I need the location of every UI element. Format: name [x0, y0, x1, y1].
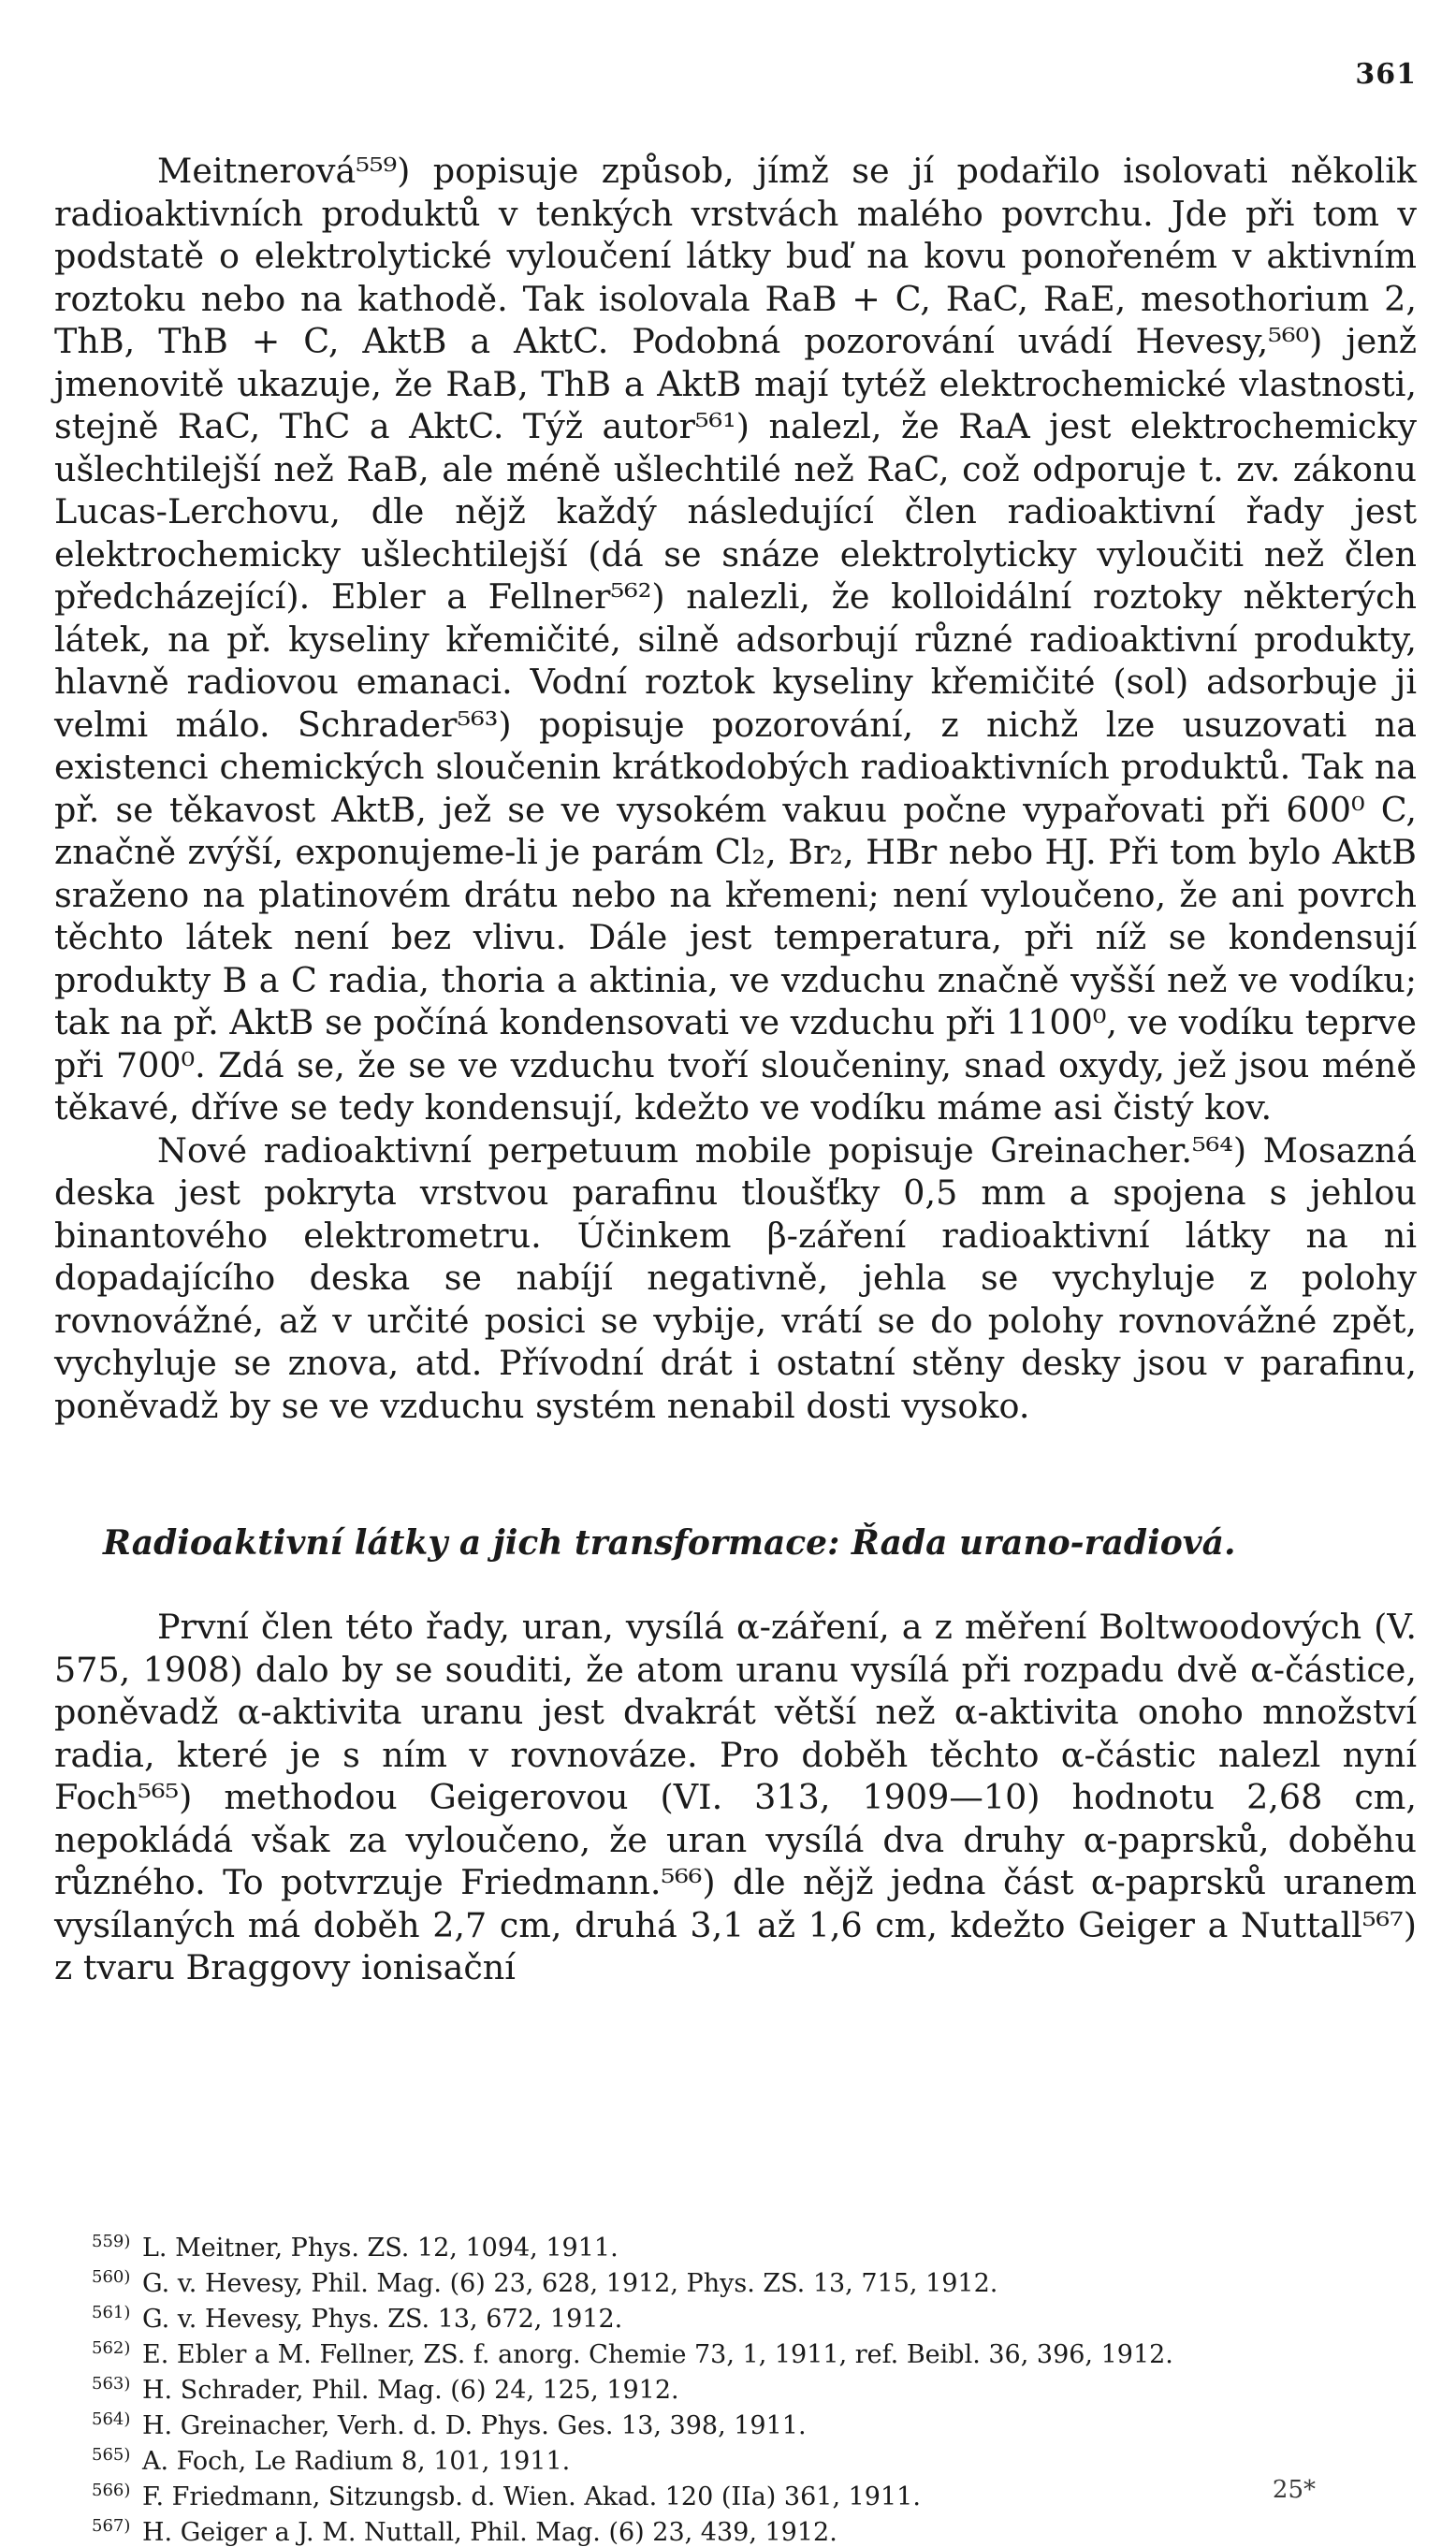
footnote-number: 565)	[92, 2445, 131, 2465]
section-title: Radioaktivní látky a jich transformace: Řada urano-radiová.	[103, 1523, 1236, 1563]
footnote-text: F. Friedmann, Sitzungsb. d. Wien. Akad. 120 (IIa) 361, 1911.	[141, 2482, 921, 2511]
footnote	[54, 2476, 1417, 2511]
footnote-number: 560)	[92, 2267, 131, 2287]
footnote-text: G. v. Hevesy, Phys. ZS. 13, 672, 1912.	[141, 2305, 623, 2334]
footnote-text: H. Schrader, Phil. Mag. (6) 24, 125, 1912.	[141, 2376, 679, 2405]
footnote-text: H. Greinacher, Verh. d. D. Phys. Ges. 13, 398, 1911.	[141, 2411, 807, 2440]
footnote-number: 559)	[92, 2232, 131, 2251]
footnote	[54, 2334, 1417, 2369]
footnote-number: 563)	[92, 2374, 131, 2394]
footnote	[54, 2227, 1417, 2263]
footnote-text: L. Meitner, Phys. ZS. 12, 1094, 1911.	[141, 2234, 619, 2263]
footnote-number: 567)	[92, 2516, 131, 2536]
footnote-number: 561)	[92, 2303, 131, 2322]
footnote	[54, 2405, 1417, 2440]
page-number: 361	[1355, 58, 1417, 91]
footnote	[54, 2298, 1417, 2334]
footnote	[54, 2511, 1417, 2547]
paragraph-meitner: Meitnerová⁵⁵⁹) popisuje způsob, jímž se jí podařilo isolovati několik radioaktivních produktů v tenkých vrstvách malého povrchu. Jde při tom v podstatě o elektrolytické vyloučení látky buď na kovu ponořeném v aktivním roztoku nebo na kathodě. Tak isolovala RaB + C, RaC, RaE, mesothorium 2, ThB, ThB + C, AktB a AktC. Podobná pozorování uvádí Hevesy,⁵⁶⁰) jenž jmenovitě ukazuje, že RaB, ThB a AktB mají tytéž elektrochemické vlastnosti, stejně RaC, ThC a AktC. Týž autor⁵⁶¹) nalezl, že RaA jest elektrochemicky ušlechtilejší než RaB, ale méně ušlechtilé než RaC, což odporuje t. zv. zákonu Lucas-Lerchovu, dle nějž každý následující člen radioaktivní řady jest elektrochemicky ušlechtilejší (dá se snáze elektrolyticky vyloučiti než člen předcházející). Ebler a Fellner⁵⁶²) nalezli, že kolloidální roztoky některých látek, na př. kyseliny křemičité, silně adsorbují různé radioaktivní produkty, hlavně radiovou emanaci. Vodní roztok kyseliny křemičité (sol) adsorbuje ji velmi málo. Schrader⁵⁶³) popisuje pozorování, z nichž lze usuzovati na existenci chemických sloučenin krátkodobých radioaktivních produktů. Tak na př. se těkavost AktB, jež se ve vysokém vakuu počne vypařovati při 600⁰ C, značně zvýší, exponujeme-li je parám Cl₂, Br₂, HBr nebo HJ. Při tom bylo AktB sraženo na platinovém drátu nebo na křemeni; není vyloučeno, že ani povrch těchto látek není bez vlivu. Dále jest temperatura, při níž se kondensují produkty B a C radia, thoria a aktinia, ve vzduchu značně vyšší než ve vodíku; tak na př. AktB se počíná kondensovati ve vzduchu při 1100⁰, ve vodíku teprve při 700⁰. Zdá se, že se ve vzduchu tvoří sloučeniny, snad oxydy, jež jsou méně těkavé, dříve se tedy kondensují, kdežto ve vodíku máme asi čistý kov.	[54, 151, 1417, 1128]
footnotes	[54, 2227, 1417, 2547]
signature-mark: 25*	[1272, 2476, 1316, 2504]
paragraph-uran: První člen této řady, uran, vysílá α-záření, a z měření Boltwoodových (V. 575, 1908) dalo by se souditi, že atom uranu vysílá při rozpadu dvě α-částice, poněvadž α-aktivita uranu jest dvakrát větší než α-aktivita onoho množství radia, které je s ním v rovnováze. Pro doběh těchto α-částic nalezl nyní Foch⁵⁶⁵) methodou Geigerovou (VI. 313, 1909—10) hodnotu 2,68 cm, nepokládá však za vyloučeno, že uran vysílá dva druhy α-paprsků, doběhu různého. To potvrzuje Friedmann.⁵⁶⁶) dle nějž jedna část α-paprsků uranem vysílaných má doběh 2,7 cm, druhá 3,1 až 1,6 cm, kdežto Geiger a Nuttall⁵⁶⁷) z tvaru Braggovy ionisační	[54, 1607, 1417, 1987]
footnote	[54, 2263, 1417, 2298]
footnote-number: 562)	[92, 2338, 131, 2358]
footnote-text: H. Geiger a J. M. Nuttall, Phil. Mag. (6) 23, 439, 1912.	[141, 2518, 837, 2547]
footnote	[54, 2440, 1417, 2476]
footnote-number: 564)	[92, 2409, 131, 2429]
footnote	[54, 2369, 1417, 2405]
footnote-text: E. Ebler a M. Fellner, ZS. f. anorg. Chemie 73, 1, 1911, ref. Beibl. 36, 396, 1912.	[141, 2340, 1173, 2369]
footnote-text: G. v. Hevesy, Phil. Mag. (6) 23, 628, 1912, Phys. ZS. 13, 715, 1912.	[141, 2269, 998, 2298]
paragraph-greinacher: Nové radioaktivní perpetuum mobile popisuje Greinacher.⁵⁶⁴) Mosazná deska jest pokryta vrstvou parafinu tloušťky 0,5 mm a spojena s jehlou binantového elektrometru. Účinkem β-záření radioaktivní látky na ni dopadajícího deska se nabíjí negativně, jehla se vychyluje z polohy rovnovážné, až v určité posici se vybije, vrátí se do polohy rovnovážné zpět, vychyluje se znova, atd. Přívodní drát i ostatní stěny desky jsou v parafinu, poněvadž by se ve vzduchu systém nenabil dosti vysoko.	[54, 1129, 1417, 1426]
body-text	[54, 150, 1417, 1427]
footnote-number: 566)	[92, 2481, 131, 2500]
body-text-2	[54, 1606, 1417, 1989]
footnote-text: A. Foch, Le Radium 8, 101, 1911.	[141, 2447, 571, 2476]
